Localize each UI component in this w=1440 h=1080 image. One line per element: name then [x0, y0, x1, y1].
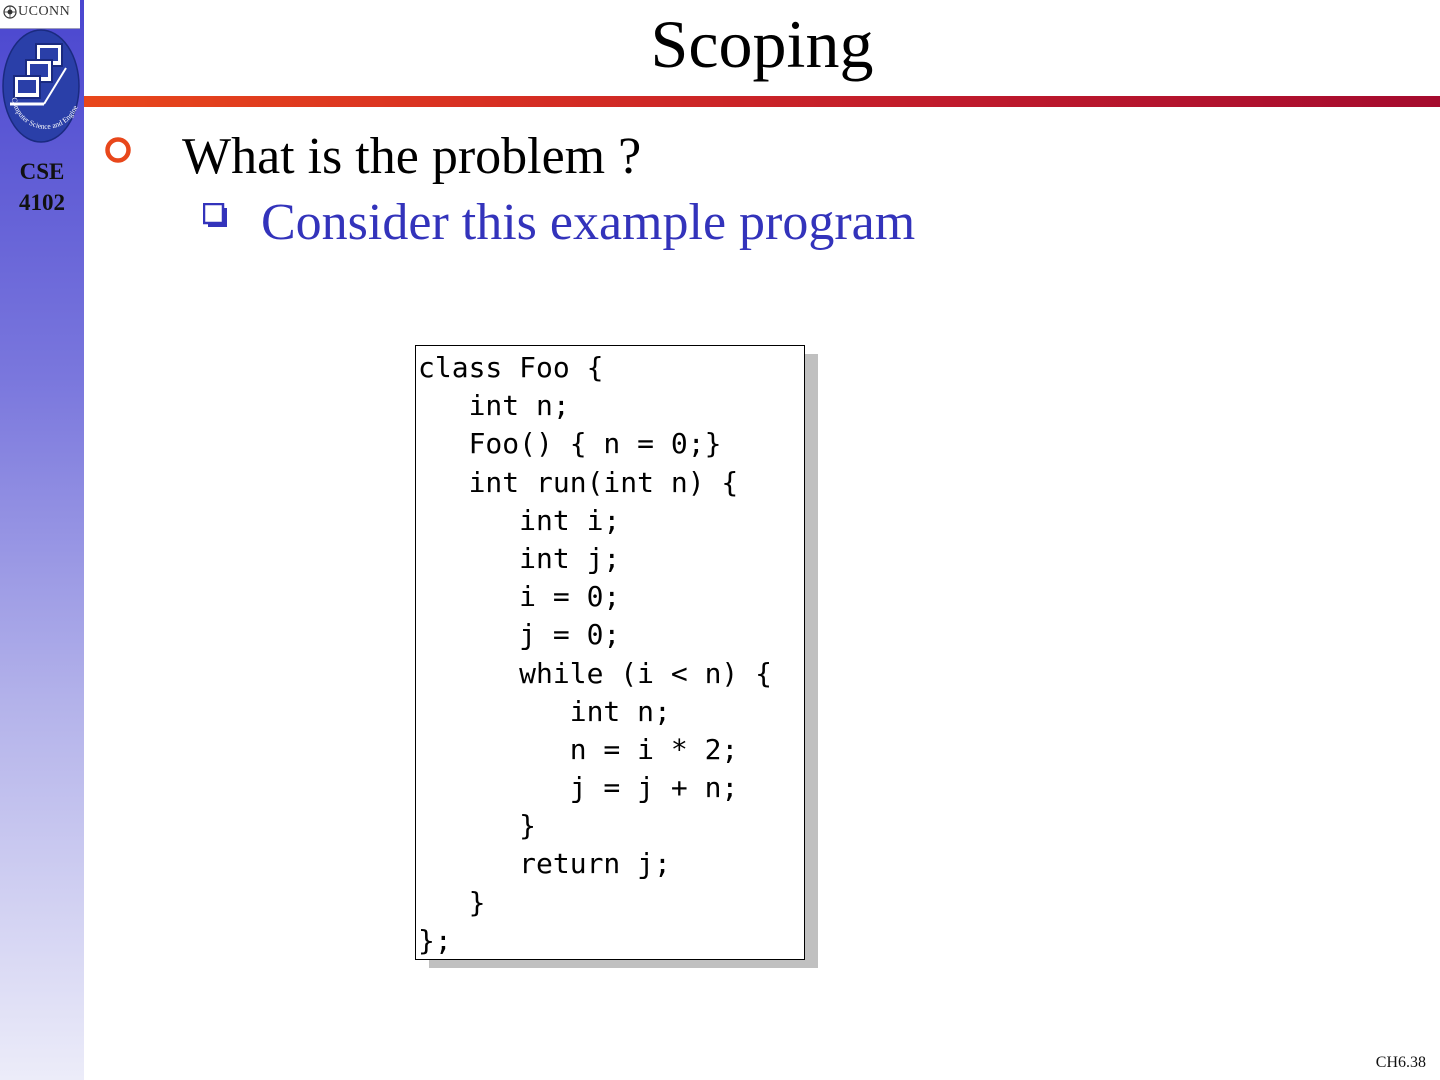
code-line: while (i < n) {: [418, 656, 773, 690]
code-block: [416, 346, 804, 960]
code-line: n = i * 2;: [418, 732, 739, 766]
page-number: CH6.38: [1375, 1054, 1426, 1071]
code-line: class Foo {: [418, 351, 604, 384]
code-line: int i;: [418, 503, 621, 537]
bullet-level2-text: Consider this example program: [261, 194, 916, 251]
uconn-seal-icon: [3, 5, 17, 19]
code-listing: [415, 345, 805, 960]
bullet-level1-text: What is the problem ?: [182, 128, 642, 185]
course-code-line1: CSE: [19, 159, 65, 184]
code-line: }: [418, 885, 486, 919]
course-code: [0, 156, 84, 218]
hollow-circle-bullet-icon: [104, 136, 132, 164]
sidebar: [0, 0, 84, 1080]
code-line: Foo() { n = 0;}: [418, 427, 722, 461]
code-line: int n;: [418, 694, 671, 728]
university-name: UCONN: [18, 4, 71, 19]
networked-computers-logo-icon: [0, 28, 82, 146]
code-line: int j;: [418, 541, 621, 575]
uconn-banner: [0, 0, 80, 29]
shadowed-square-bullet-icon: [203, 203, 229, 229]
code-line: j = 0;: [418, 618, 621, 652]
course-code-line2: 4102: [19, 190, 65, 215]
code-line: int n;: [418, 389, 570, 423]
code-line: i = 0;: [418, 580, 621, 614]
logo-caption: Computer Science and Engine: [9, 96, 80, 131]
code-line: }: [418, 809, 537, 843]
code-line: int run(int n) {: [418, 465, 739, 499]
code-line: return j;: [418, 847, 671, 881]
title-underline: [84, 96, 1440, 107]
code-line: j = j + n;: [418, 771, 739, 805]
code-line: };: [418, 923, 452, 957]
slide-title: Scoping: [650, 6, 874, 82]
